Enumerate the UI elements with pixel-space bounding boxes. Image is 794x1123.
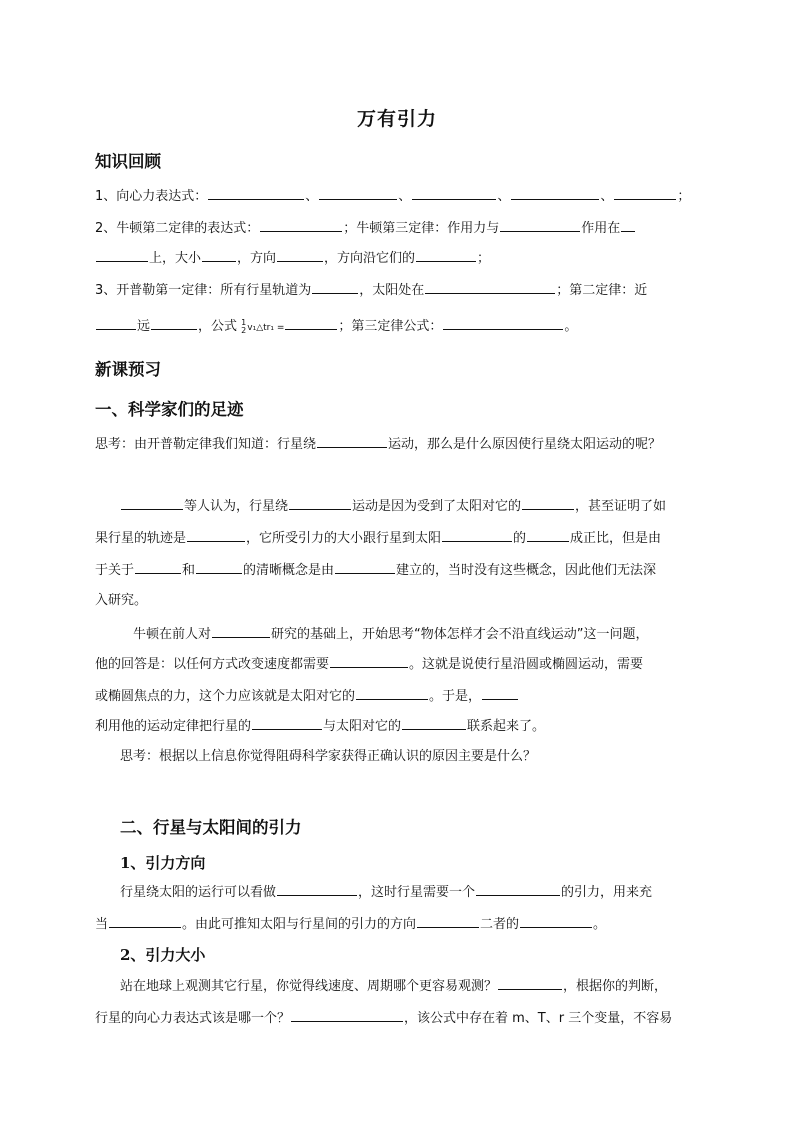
blank[interactable]: [442, 528, 512, 542]
paragraph-2-line-4: 利用他的运动定律把行星的 与太阳对它的 联系起来了。: [95, 716, 705, 736]
part-2-heading: 二、行星与太阳间的引力: [120, 818, 302, 837]
question-1: 1、向心力表达式： 、 、 、 、 ；: [95, 186, 705, 206]
blank[interactable]: [109, 914, 181, 928]
question-3-line-2: 远 ，公式 1 2v₁△tr₁ = ；第三定律公式： 。: [95, 316, 705, 337]
blank[interactable]: [260, 218, 342, 232]
blank[interactable]: [330, 654, 408, 668]
subsection-magnitude-heading: 2、引力大小: [120, 946, 206, 964]
blank[interactable]: [356, 686, 428, 700]
blank[interactable]: [151, 316, 197, 330]
section-preview-heading: 新课预习: [95, 360, 161, 379]
subsection-direction-heading: 1、引力方向: [120, 854, 206, 872]
blank[interactable]: [522, 496, 574, 510]
blank[interactable]: [121, 496, 183, 510]
blank[interactable]: [277, 882, 357, 896]
paragraph-1-line-1: 等人认为，行星绕 运动是因为受到了太阳对它的 ，甚至证明了如: [120, 496, 705, 516]
magnitude-line-1: 站在地球上观测其它行星，你觉得线速度、周期哪个更容易观测？ ，根据你的判断，: [120, 976, 705, 996]
blank[interactable]: [277, 248, 323, 262]
blank[interactable]: [312, 280, 358, 294]
blank[interactable]: [443, 316, 563, 330]
blank[interactable]: [135, 560, 181, 574]
blank[interactable]: [614, 186, 676, 200]
blank[interactable]: [208, 186, 304, 200]
question-2-line-2: 上，大小 ，方向 ，方向沿它们的 ；: [95, 248, 705, 268]
blank[interactable]: [291, 1008, 403, 1022]
blank[interactable]: [412, 186, 496, 200]
blank[interactable]: [212, 624, 270, 638]
blank[interactable]: [417, 914, 479, 928]
paragraph-1-line-4: 入研究。: [95, 593, 148, 608]
blank[interactable]: [289, 496, 351, 510]
paragraph-2-line-2: 他的回答是：以任何方式改变速度都需要 。这就是说使行星沿圆或椭圆运动，需要: [95, 654, 705, 674]
direction-line-1: 行星绕太阳的运行可以看做 ，这时行星需要一个 的引力，用来充: [120, 882, 705, 902]
blank[interactable]: [425, 280, 555, 294]
blank[interactable]: [202, 248, 236, 262]
blank[interactable]: [520, 914, 592, 928]
blank[interactable]: [317, 434, 387, 448]
paragraph-2-line-1: 牛顿在前人对 研究的基础上，开始思考“物体怎样才会不沿直线运动”这一问题，: [133, 624, 705, 644]
blank[interactable]: [319, 186, 397, 200]
part-1-heading: 一、科学家们的足迹: [95, 400, 244, 419]
area-formula: v₁△tr₁ =: [247, 323, 285, 333]
blank[interactable]: [285, 316, 337, 330]
blank[interactable]: [196, 560, 242, 574]
blank[interactable]: [500, 218, 580, 232]
blank[interactable]: [96, 316, 136, 330]
direction-line-2: 当 。由此可推知太阳与行星间的引力的方向 二者的 。: [95, 914, 705, 934]
blank[interactable]: [482, 686, 518, 700]
blank[interactable]: [252, 716, 322, 730]
paragraph-1-line-2: 果行星的轨迹是 ，它所受引力的大小跟行星到太阳 的 成正比，但是由: [95, 528, 705, 548]
blank[interactable]: [187, 528, 245, 542]
blank[interactable]: [335, 560, 395, 574]
magnitude-line-2: 行星的向心力表达式该是哪一个？ ，该公式中存在着 m、T、r 三个变量，不容易: [95, 1008, 705, 1028]
paragraph-1-line-3: 于关于 和 的清晰概念是由 建立的，当时没有这些概念，因此他们无法深: [95, 560, 705, 580]
think-question-2: 思考：根据以上信息你觉得阻碍科学家获得正确认识的原因主要是什么？: [120, 749, 537, 764]
think-question-1: 思考：由开普勒定律我们知道：行星绕 运动，那么是什么原因使行星绕太阳运动的呢？: [95, 434, 705, 454]
blank[interactable]: [416, 248, 476, 262]
fraction-one-half: 1 2: [241, 317, 247, 335]
blank[interactable]: [511, 186, 599, 200]
page-title: 万有引力: [356, 108, 437, 130]
blank[interactable]: [527, 528, 569, 542]
blank[interactable]: [476, 882, 560, 896]
blank[interactable]: [621, 218, 635, 232]
blank[interactable]: [498, 976, 562, 990]
blank[interactable]: [402, 716, 466, 730]
question-3-line-1: 3、开普勒第一定律：所有行星轨道为 ，太阳处在 ；第二定律：近: [95, 280, 705, 300]
paragraph-2-line-3: 或椭圆焦点的力，这个力应该就是太阳对它的 。于是，: [95, 686, 705, 706]
section-review-heading: 知识回顾: [95, 152, 161, 171]
blank[interactable]: [96, 248, 148, 262]
question-2-line-1: 2、牛顿第二定律的表达式： ；牛顿第三定律：作用力与 作用在: [95, 218, 705, 238]
